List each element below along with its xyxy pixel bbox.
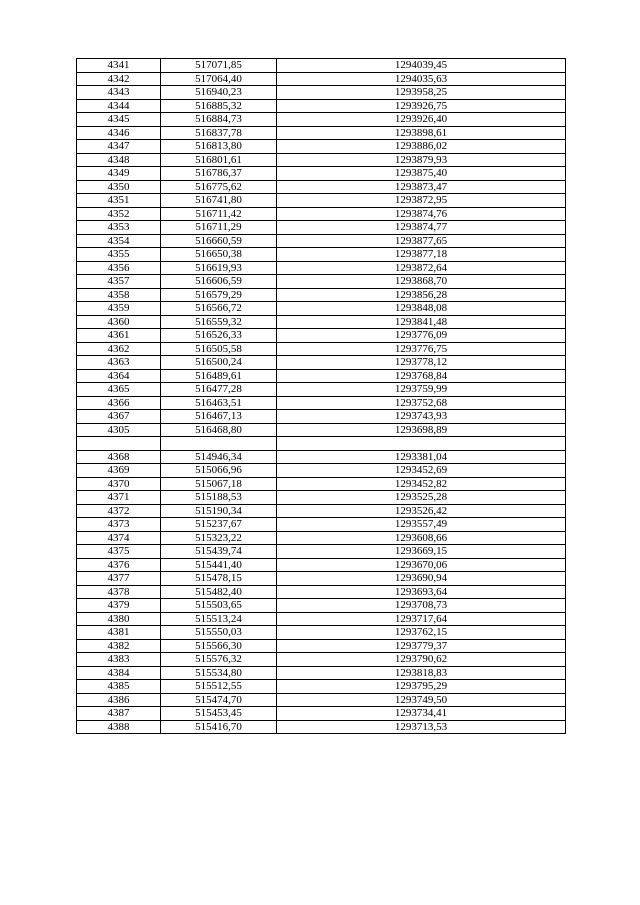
table-row — [77, 653, 566, 667]
y-coordinate-cell: 1293776,75 — [277, 342, 566, 356]
y-coordinate-cell: 1293693,64 — [277, 585, 566, 599]
x-coordinate-cell: 516884,73 — [161, 113, 277, 127]
y-coordinate-cell: 1293734,41 — [277, 707, 566, 721]
y-coordinate-cell: 1293776,09 — [277, 329, 566, 343]
y-coordinate-cell: 1293898,61 — [277, 126, 566, 140]
point-number-cell: 4367 — [77, 410, 161, 424]
table-row — [77, 626, 566, 640]
x-coordinate-cell: 515478,15 — [161, 572, 277, 586]
x-coordinate-cell: 515534,80 — [161, 666, 277, 680]
x-coordinate-cell: 515503,65 — [161, 599, 277, 613]
table-row — [77, 707, 566, 721]
y-coordinate-cell: 1293848,08 — [277, 302, 566, 316]
table-row — [77, 342, 566, 356]
table-row — [77, 545, 566, 559]
x-coordinate-cell: 517071,85 — [161, 59, 277, 73]
point-number-cell: 4373 — [77, 518, 161, 532]
x-coordinate-cell: 515482,40 — [161, 585, 277, 599]
table-row — [77, 531, 566, 545]
table-row — [77, 666, 566, 680]
table-row — [77, 153, 566, 167]
coordinates-table — [76, 58, 566, 734]
x-coordinate-cell: 515441,40 — [161, 558, 277, 572]
x-coordinate-cell: 516559,32 — [161, 315, 277, 329]
table-row — [77, 383, 566, 397]
y-coordinate-cell: 1293879,93 — [277, 153, 566, 167]
point-number-cell: 4343 — [77, 86, 161, 100]
y-coordinate-cell: 1293452,69 — [277, 464, 566, 478]
table-row — [77, 194, 566, 208]
table-row — [77, 167, 566, 181]
y-coordinate-cell: 1293526,42 — [277, 504, 566, 518]
point-number-cell: 4380 — [77, 612, 161, 626]
y-coordinate-cell: 1293768,84 — [277, 369, 566, 383]
table-row — [77, 491, 566, 505]
point-number-cell: 4350 — [77, 180, 161, 194]
point-number-cell: 4361 — [77, 329, 161, 343]
y-coordinate-cell: 1293762,15 — [277, 626, 566, 640]
y-coordinate-cell: 1294039,45 — [277, 59, 566, 73]
x-coordinate-cell: 515512,55 — [161, 680, 277, 694]
table-row — [77, 126, 566, 140]
table-row — [77, 558, 566, 572]
table-row — [77, 410, 566, 424]
x-coordinate-cell: 515576,32 — [161, 653, 277, 667]
point-number-cell: 4388 — [77, 720, 161, 734]
table-row — [77, 437, 566, 451]
y-coordinate-cell: 1293877,65 — [277, 234, 566, 248]
point-number-cell: 4358 — [77, 288, 161, 302]
point-number-cell: 4351 — [77, 194, 161, 208]
table-row — [77, 693, 566, 707]
x-coordinate-cell: 515190,34 — [161, 504, 277, 518]
y-coordinate-cell: 1293875,40 — [277, 167, 566, 181]
point-number-cell: 4375 — [77, 545, 161, 559]
y-coordinate-cell: 1293669,15 — [277, 545, 566, 559]
x-coordinate-cell: 516813,80 — [161, 140, 277, 154]
point-number-cell: 4353 — [77, 221, 161, 235]
y-coordinate-cell: 1293759,99 — [277, 383, 566, 397]
y-coordinate-cell: 1293958,25 — [277, 86, 566, 100]
table-row — [77, 477, 566, 491]
point-number-cell: 4355 — [77, 248, 161, 262]
x-coordinate-cell: 515237,67 — [161, 518, 277, 532]
y-coordinate-cell: 1293557,49 — [277, 518, 566, 532]
table-row — [77, 720, 566, 734]
x-coordinate-cell: 516711,42 — [161, 207, 277, 221]
table-row — [77, 396, 566, 410]
y-coordinate-cell: 1293713,53 — [277, 720, 566, 734]
y-coordinate-cell: 1293608,66 — [277, 531, 566, 545]
point-number-cell: 4346 — [77, 126, 161, 140]
table-row — [77, 315, 566, 329]
x-coordinate-cell: 516801,61 — [161, 153, 277, 167]
table-row — [77, 86, 566, 100]
y-coordinate-cell: 1293926,75 — [277, 99, 566, 113]
y-coordinate-cell: 1293698,89 — [277, 423, 566, 437]
x-coordinate-cell: 516467,13 — [161, 410, 277, 424]
y-coordinate-cell: 1293872,95 — [277, 194, 566, 208]
table-row — [77, 261, 566, 275]
point-number-cell: 4376 — [77, 558, 161, 572]
y-coordinate-cell: 1293525,28 — [277, 491, 566, 505]
x-coordinate-cell: 516463,51 — [161, 396, 277, 410]
point-number-cell: 4382 — [77, 639, 161, 653]
y-coordinate-cell: 1293818,83 — [277, 666, 566, 680]
table-row — [77, 504, 566, 518]
x-coordinate-cell: 516940,23 — [161, 86, 277, 100]
table-row — [77, 369, 566, 383]
table-row — [77, 207, 566, 221]
x-coordinate-cell: 516650,38 — [161, 248, 277, 262]
table-row — [77, 599, 566, 613]
x-coordinate-cell: 515453,45 — [161, 707, 277, 721]
point-number-cell: 4347 — [77, 140, 161, 154]
y-coordinate-cell: 1293708,73 — [277, 599, 566, 613]
x-coordinate-cell: 517064,40 — [161, 72, 277, 86]
point-number-cell: 4385 — [77, 680, 161, 694]
x-coordinate-cell: 515323,22 — [161, 531, 277, 545]
y-coordinate-cell: 1293795,29 — [277, 680, 566, 694]
coordinates-table-body — [77, 59, 566, 734]
point-number-cell: 4383 — [77, 653, 161, 667]
y-coordinate-cell: 1293779,37 — [277, 639, 566, 653]
point-number-cell — [77, 437, 161, 451]
y-coordinate-cell: 1293856,28 — [277, 288, 566, 302]
x-coordinate-cell: 516500,24 — [161, 356, 277, 370]
table-row — [77, 450, 566, 464]
point-number-cell: 4354 — [77, 234, 161, 248]
point-number-cell: 4378 — [77, 585, 161, 599]
table-row — [77, 140, 566, 154]
y-coordinate-cell: 1293874,77 — [277, 221, 566, 235]
point-number-cell: 4348 — [77, 153, 161, 167]
point-number-cell: 4341 — [77, 59, 161, 73]
y-coordinate-cell: 1293877,18 — [277, 248, 566, 262]
point-number-cell: 4381 — [77, 626, 161, 640]
point-number-cell: 4386 — [77, 693, 161, 707]
point-number-cell: 4371 — [77, 491, 161, 505]
table-row — [77, 72, 566, 86]
y-coordinate-cell: 1293749,50 — [277, 693, 566, 707]
x-coordinate-cell: 516741,80 — [161, 194, 277, 208]
table-row — [77, 99, 566, 113]
table-row — [77, 59, 566, 73]
y-coordinate-cell: 1293452,82 — [277, 477, 566, 491]
x-coordinate-cell: 516579,29 — [161, 288, 277, 302]
point-number-cell: 4365 — [77, 383, 161, 397]
y-coordinate-cell: 1293381,04 — [277, 450, 566, 464]
point-number-cell: 4360 — [77, 315, 161, 329]
y-coordinate-cell: 1293790,62 — [277, 653, 566, 667]
y-coordinate-cell: 1293926,40 — [277, 113, 566, 127]
point-number-cell: 4357 — [77, 275, 161, 289]
x-coordinate-cell: 514946,34 — [161, 450, 277, 464]
table-row — [77, 221, 566, 235]
table-row — [77, 518, 566, 532]
x-coordinate-cell: 516711,29 — [161, 221, 277, 235]
x-coordinate-cell: 516526,33 — [161, 329, 277, 343]
y-coordinate-cell: 1293743,93 — [277, 410, 566, 424]
table-row — [77, 572, 566, 586]
table-row — [77, 612, 566, 626]
point-number-cell: 4342 — [77, 72, 161, 86]
y-coordinate-cell: 1293886,02 — [277, 140, 566, 154]
table-row — [77, 302, 566, 316]
y-coordinate-cell: 1294035,63 — [277, 72, 566, 86]
point-number-cell: 4362 — [77, 342, 161, 356]
y-coordinate-cell — [277, 437, 566, 451]
x-coordinate-cell: 516619,93 — [161, 261, 277, 275]
x-coordinate-cell: 516885,32 — [161, 99, 277, 113]
x-coordinate-cell: 515474,70 — [161, 693, 277, 707]
table-row — [77, 288, 566, 302]
point-number-cell: 4344 — [77, 99, 161, 113]
point-number-cell: 4345 — [77, 113, 161, 127]
table-row — [77, 423, 566, 437]
y-coordinate-cell: 1293841,48 — [277, 315, 566, 329]
x-coordinate-cell: 515550,03 — [161, 626, 277, 640]
table-row — [77, 680, 566, 694]
x-coordinate-cell: 515416,70 — [161, 720, 277, 734]
y-coordinate-cell: 1293874,76 — [277, 207, 566, 221]
x-coordinate-cell: 515188,53 — [161, 491, 277, 505]
y-coordinate-cell: 1293778,12 — [277, 356, 566, 370]
point-number-cell: 4368 — [77, 450, 161, 464]
table-row — [77, 639, 566, 653]
point-number-cell: 4363 — [77, 356, 161, 370]
table-row — [77, 180, 566, 194]
point-number-cell: 4369 — [77, 464, 161, 478]
x-coordinate-cell: 516489,61 — [161, 369, 277, 383]
y-coordinate-cell: 1293752,68 — [277, 396, 566, 410]
x-coordinate-cell: 516606,59 — [161, 275, 277, 289]
table-row — [77, 248, 566, 262]
x-coordinate-cell: 516786,37 — [161, 167, 277, 181]
x-coordinate-cell: 515067,18 — [161, 477, 277, 491]
table-row — [77, 464, 566, 478]
y-coordinate-cell: 1293868,70 — [277, 275, 566, 289]
table-row — [77, 356, 566, 370]
point-number-cell: 4349 — [77, 167, 161, 181]
x-coordinate-cell: 516660,59 — [161, 234, 277, 248]
point-number-cell: 4372 — [77, 504, 161, 518]
point-number-cell: 4305 — [77, 423, 161, 437]
x-coordinate-cell: 516566,72 — [161, 302, 277, 316]
y-coordinate-cell: 1293872,64 — [277, 261, 566, 275]
point-number-cell: 4377 — [77, 572, 161, 586]
x-coordinate-cell: 516505,58 — [161, 342, 277, 356]
table-row — [77, 329, 566, 343]
x-coordinate-cell: 516837,78 — [161, 126, 277, 140]
point-number-cell: 4352 — [77, 207, 161, 221]
x-coordinate-cell: 515566,30 — [161, 639, 277, 653]
point-number-cell: 4364 — [77, 369, 161, 383]
y-coordinate-cell: 1293717,64 — [277, 612, 566, 626]
x-coordinate-cell: 515066,96 — [161, 464, 277, 478]
table-row — [77, 585, 566, 599]
x-coordinate-cell: 516477,28 — [161, 383, 277, 397]
x-coordinate-cell: 516468,80 — [161, 423, 277, 437]
point-number-cell: 4359 — [77, 302, 161, 316]
x-coordinate-cell: 516775,62 — [161, 180, 277, 194]
table-row — [77, 113, 566, 127]
y-coordinate-cell: 1293690,94 — [277, 572, 566, 586]
point-number-cell: 4374 — [77, 531, 161, 545]
table-row — [77, 234, 566, 248]
point-number-cell: 4366 — [77, 396, 161, 410]
table-row — [77, 275, 566, 289]
point-number-cell: 4379 — [77, 599, 161, 613]
x-coordinate-cell: 515439,74 — [161, 545, 277, 559]
y-coordinate-cell: 1293670,06 — [277, 558, 566, 572]
x-coordinate-cell — [161, 437, 277, 451]
point-number-cell: 4356 — [77, 261, 161, 275]
x-coordinate-cell: 515513,24 — [161, 612, 277, 626]
point-number-cell: 4370 — [77, 477, 161, 491]
y-coordinate-cell: 1293873,47 — [277, 180, 566, 194]
point-number-cell: 4384 — [77, 666, 161, 680]
point-number-cell: 4387 — [77, 707, 161, 721]
